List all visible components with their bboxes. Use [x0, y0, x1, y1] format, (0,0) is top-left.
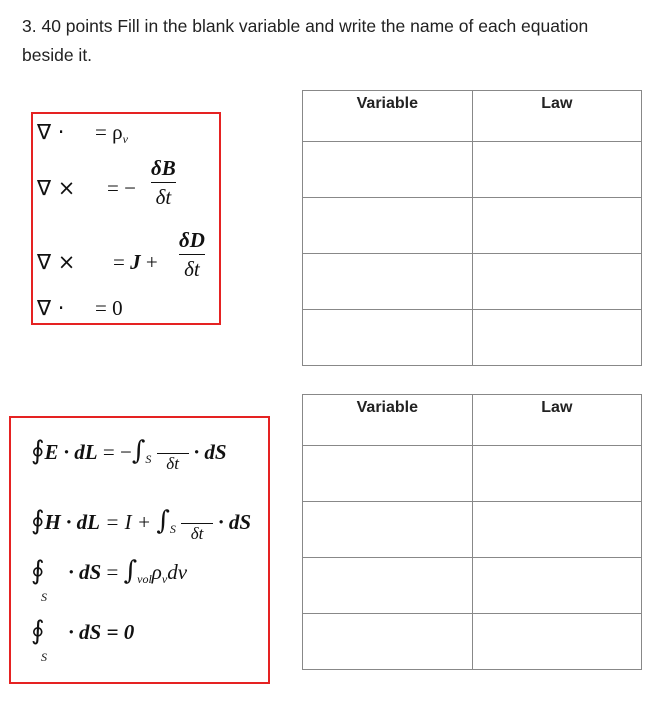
- table-row: [303, 142, 642, 198]
- eq3-rhs: = J +: [113, 250, 158, 274]
- curl-operator-2: ∇ ×: [37, 250, 76, 274]
- variable-cell[interactable]: [303, 502, 473, 558]
- contour-integral-icon: ∮: [31, 436, 45, 466]
- table-row: [303, 310, 642, 366]
- law-cell[interactable]: [472, 198, 641, 254]
- law-cell[interactable]: [472, 446, 641, 502]
- differential-equations-box: [31, 112, 221, 325]
- law-header: Law: [472, 91, 641, 142]
- integral-eq1: ∮E · dL = $-\int_S$ δt · dS: [31, 436, 227, 473]
- blank-fraction-2: δt: [181, 523, 213, 543]
- law-cell[interactable]: [472, 142, 641, 198]
- contour-integral-icon-2: ∮: [31, 506, 45, 536]
- eq2-fraction: δB δt: [151, 156, 176, 209]
- integral-eq4: ∮ · dS = 0: [31, 616, 135, 646]
- eq4-rhs: = 0: [95, 296, 123, 320]
- table-row: [303, 558, 642, 614]
- table-row: [303, 254, 642, 310]
- blank-fraction-1: δt: [157, 453, 189, 473]
- variable-cell[interactable]: [303, 254, 473, 310]
- variable-cell[interactable]: [303, 142, 473, 198]
- variable-cell[interactable]: [303, 446, 473, 502]
- integral-icon-3: ∫: [123, 556, 138, 586]
- table-header: [303, 91, 642, 142]
- variable-header: Variable: [303, 395, 473, 446]
- eq2-rhs: = −: [107, 176, 136, 200]
- integral-icon: ∫: [131, 436, 146, 466]
- law-cell[interactable]: [472, 502, 641, 558]
- answer-table-1: [302, 90, 642, 366]
- variable-cell[interactable]: [303, 198, 473, 254]
- variable-cell[interactable]: [303, 310, 473, 366]
- integral-icon-2: ∫: [156, 506, 170, 536]
- integral-equations-box: [9, 416, 270, 684]
- answer-table-2: [302, 394, 642, 670]
- variable-cell[interactable]: [303, 558, 473, 614]
- law-cell[interactable]: [472, 310, 641, 366]
- integral-eq2: ∮H · dL = $I + \int_S$ δt · dS: [31, 506, 252, 543]
- law-cell[interactable]: [472, 614, 641, 670]
- contour-integral-icon-3: ∮: [31, 556, 45, 586]
- table-header: [303, 395, 642, 446]
- integral-eq3: ∮ · dS = $\int_{vol}\rho_vdv$: [31, 556, 188, 586]
- table-row: [303, 502, 642, 558]
- surface-subscript-2: S: [41, 650, 47, 664]
- table-row: [303, 446, 642, 502]
- contour-integral-icon-4: ∮: [31, 616, 45, 646]
- table-row: [303, 614, 642, 670]
- eq3-fraction: δD δt: [179, 228, 205, 281]
- surface-subscript: S: [41, 590, 47, 604]
- variable-cell[interactable]: [303, 614, 473, 670]
- eq1-rhs: = $\rho_v$: [95, 120, 128, 146]
- curl-operator: ∇ ×: [37, 176, 76, 200]
- divergence-operator-2: ∇ ·: [37, 296, 65, 320]
- question-text: 3. 40 points Fill in the blank variable and write the name of each equation beside it.: [22, 16, 589, 65]
- table-row: [303, 198, 642, 254]
- law-cell[interactable]: [472, 558, 641, 614]
- variable-header: Variable: [303, 91, 473, 142]
- law-header: Law: [472, 395, 641, 446]
- law-cell[interactable]: [472, 254, 641, 310]
- divergence-operator: ∇ ·: [37, 120, 65, 144]
